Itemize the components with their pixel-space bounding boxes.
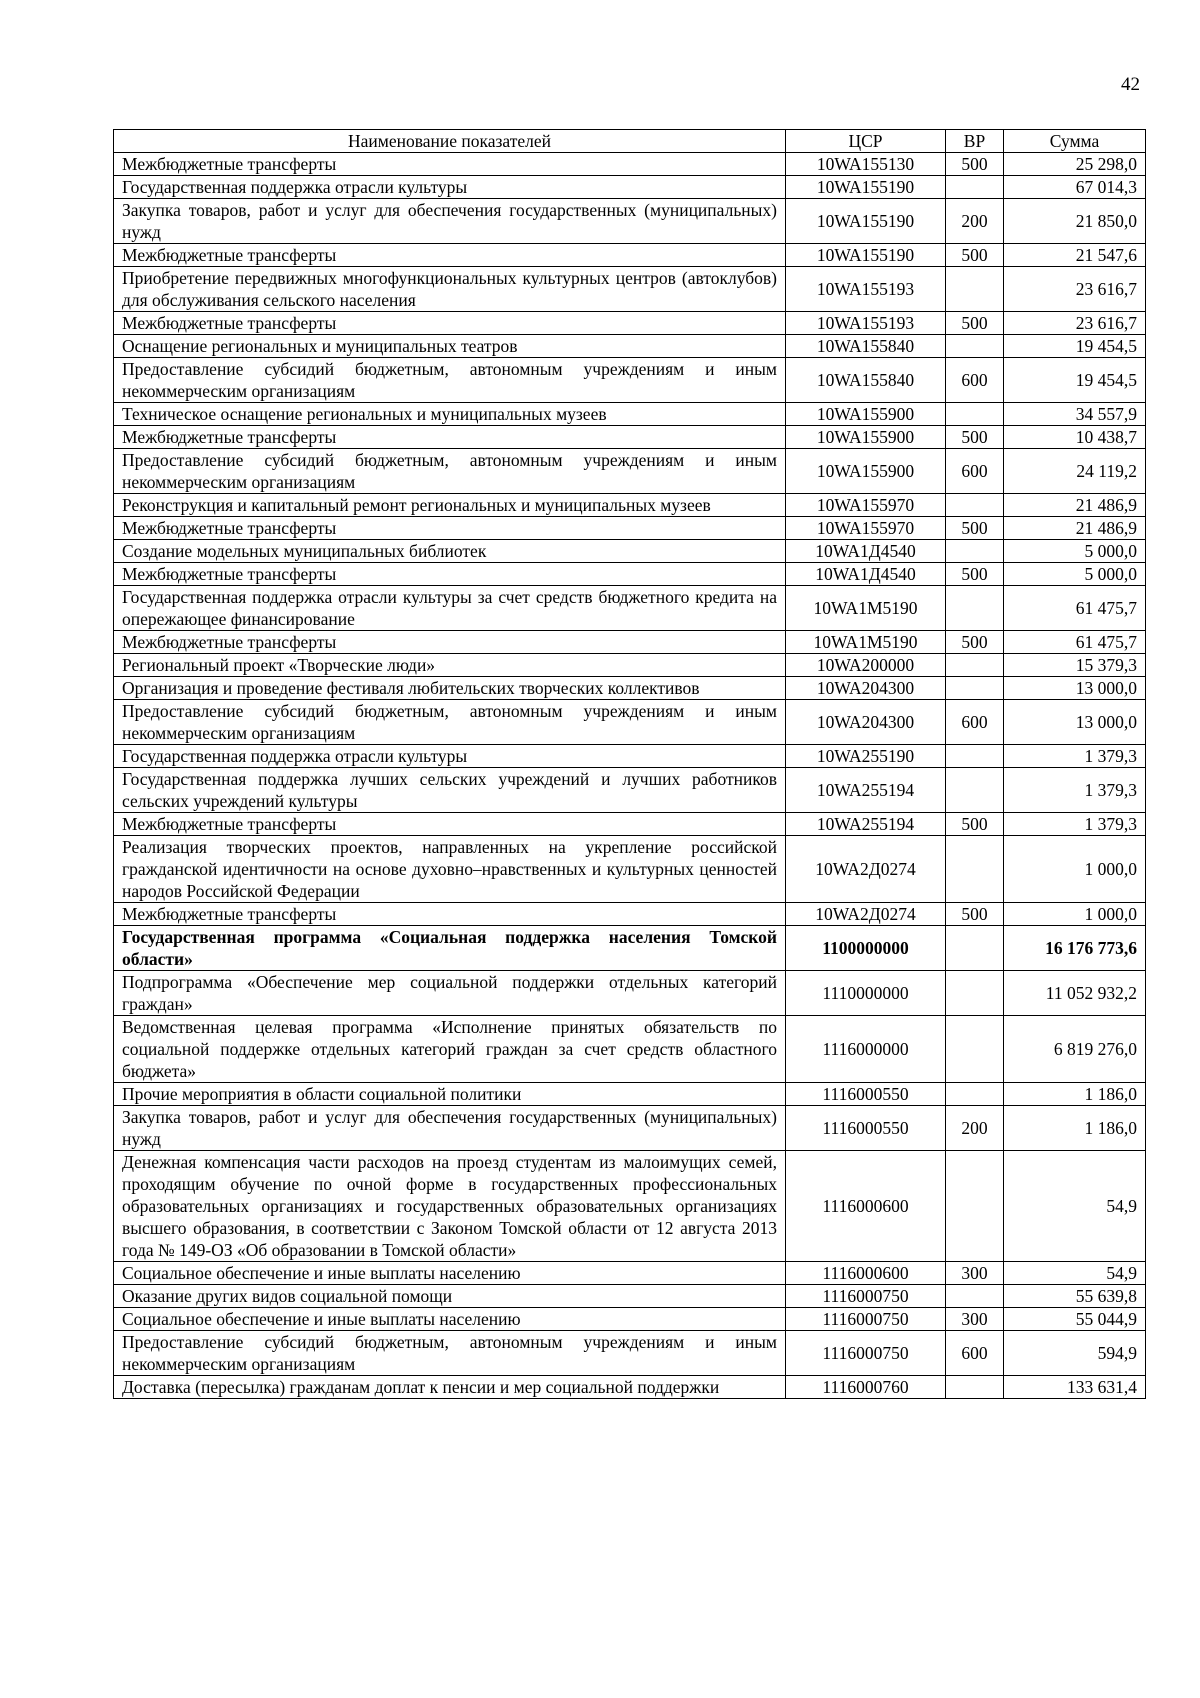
header-csr: ЦСР — [786, 130, 946, 153]
cell-name: Межбюджетные трансферты — [114, 426, 786, 449]
table-row — [114, 267, 1146, 312]
cell-vr: 500 — [946, 631, 1004, 654]
cell-sum: 594,9 — [1004, 1331, 1146, 1376]
cell-csr: 10WA2Д0274 — [786, 903, 946, 926]
cell-csr: 10WA155193 — [786, 267, 946, 312]
cell-name: Прочие мероприятия в области социальной политики — [114, 1083, 786, 1106]
table-row — [114, 358, 1146, 403]
cell-name: Предоставление субсидий бюджетным, автономным учреждениям и иным некоммерческим организациям — [114, 358, 786, 403]
cell-name: Закупка товаров, работ и услуг для обеспечения государственных (муниципальных) нужд — [114, 1106, 786, 1151]
cell-name: Денежная компенсация части расходов на проезд студентам из малоимущих семей, проходящим обучение по очной форме в государственных профессиональных образовательных организациях и государственных образовательных организациях высшего образования, в соответствии с Законом Томской области от 12 августа 2013 года № 149-ОЗ «Об образовании в Томской области» — [114, 1151, 786, 1262]
table-row — [114, 312, 1146, 335]
cell-sum: 34 557,9 — [1004, 403, 1146, 426]
table-row — [114, 494, 1146, 517]
table-row — [114, 1151, 1146, 1262]
cell-name: Государственная поддержка отрасли культуры за счет средств бюджетного кредита на опережающее финансирование — [114, 586, 786, 631]
cell-sum: 1 000,0 — [1004, 836, 1146, 903]
cell-csr: 10WA204300 — [786, 677, 946, 700]
cell-csr: 10WA200000 — [786, 654, 946, 677]
cell-csr: 10WA255194 — [786, 768, 946, 813]
cell-name: Межбюджетные трансферты — [114, 517, 786, 540]
table-row — [114, 677, 1146, 700]
table-row — [114, 1376, 1146, 1399]
cell-name: Социальное обеспечение и иные выплаты населению — [114, 1262, 786, 1285]
cell-name: Подпрограмма «Обеспечение мер социальной поддержки отдельных категорий граждан» — [114, 971, 786, 1016]
cell-sum: 1 379,3 — [1004, 768, 1146, 813]
cell-vr — [946, 677, 1004, 700]
table-row — [114, 403, 1146, 426]
cell-name: Приобретение передвижных многофункциональных культурных центров (автоклубов) для обслуживания сельского населения — [114, 267, 786, 312]
cell-csr: 1110000000 — [786, 971, 946, 1016]
cell-sum: 55 639,8 — [1004, 1285, 1146, 1308]
cell-sum: 1 186,0 — [1004, 1106, 1146, 1151]
cell-name: Ведомственная целевая программа «Исполнение принятых обязательств по социальной поддержке отдельных категорий граждан за счет средств областного бюджета» — [114, 1016, 786, 1083]
cell-vr — [946, 494, 1004, 517]
cell-csr: 10WA255194 — [786, 813, 946, 836]
table-header-row — [114, 130, 1146, 153]
cell-vr — [946, 768, 1004, 813]
cell-vr — [946, 1285, 1004, 1308]
cell-name: Государственная поддержка отрасли культуры — [114, 745, 786, 768]
table-row — [114, 1308, 1146, 1331]
cell-vr — [946, 176, 1004, 199]
table-row — [114, 244, 1146, 267]
cell-vr — [946, 1016, 1004, 1083]
cell-vr — [946, 1151, 1004, 1262]
cell-vr — [946, 335, 1004, 358]
table-row — [114, 700, 1146, 745]
cell-csr: 10WA155970 — [786, 517, 946, 540]
cell-name: Межбюджетные трансферты — [114, 312, 786, 335]
cell-sum: 13 000,0 — [1004, 700, 1146, 745]
cell-vr: 500 — [946, 813, 1004, 836]
cell-vr: 500 — [946, 517, 1004, 540]
cell-name: Оказание других видов социальной помощи — [114, 1285, 786, 1308]
table-row — [114, 449, 1146, 494]
cell-csr: 10WA1M5190 — [786, 586, 946, 631]
cell-sum: 1 186,0 — [1004, 1083, 1146, 1106]
cell-sum: 54,9 — [1004, 1262, 1146, 1285]
cell-name: Предоставление субсидий бюджетным, автономным учреждениям и иным некоммерческим организациям — [114, 1331, 786, 1376]
table-row — [114, 540, 1146, 563]
cell-csr: 10WA1Д4540 — [786, 540, 946, 563]
budget-table — [113, 129, 1146, 1399]
cell-sum: 23 616,7 — [1004, 267, 1146, 312]
cell-vr: 600 — [946, 1331, 1004, 1376]
cell-name: Реализация творческих проектов, направленных на укрепление российской гражданской идентичности на основе духовно–нравственных и культурных ценностей народов Российской Федерации — [114, 836, 786, 903]
table-body — [114, 153, 1146, 1399]
page-number: 42 — [1121, 74, 1140, 95]
cell-csr: 10WA155900 — [786, 449, 946, 494]
table-row — [114, 903, 1146, 926]
cell-name: Организация и проведение фестиваля любительских творческих коллективов — [114, 677, 786, 700]
cell-csr: 10WA155190 — [786, 199, 946, 244]
table-row — [114, 1285, 1146, 1308]
cell-vr — [946, 1083, 1004, 1106]
cell-name: Создание модельных муниципальных библиотек — [114, 540, 786, 563]
cell-csr: 10WA1Д4540 — [786, 563, 946, 586]
cell-csr: 10WA155970 — [786, 494, 946, 517]
cell-vr: 600 — [946, 700, 1004, 745]
cell-vr: 500 — [946, 153, 1004, 176]
cell-csr: 1100000000 — [786, 926, 946, 971]
cell-sum: 21 486,9 — [1004, 494, 1146, 517]
cell-vr — [946, 971, 1004, 1016]
cell-vr — [946, 836, 1004, 903]
cell-vr — [946, 1376, 1004, 1399]
cell-sum: 21 486,9 — [1004, 517, 1146, 540]
cell-sum: 5 000,0 — [1004, 563, 1146, 586]
cell-name: Межбюджетные трансферты — [114, 563, 786, 586]
cell-csr: 10WA155900 — [786, 426, 946, 449]
table-row — [114, 631, 1146, 654]
cell-name: Предоставление субсидий бюджетным, автономным учреждениям и иным некоммерческим организациям — [114, 700, 786, 745]
header-sum: Сумма — [1004, 130, 1146, 153]
cell-csr: 10WA255190 — [786, 745, 946, 768]
cell-csr: 10WA155190 — [786, 176, 946, 199]
cell-vr — [946, 586, 1004, 631]
cell-vr — [946, 926, 1004, 971]
table-row — [114, 586, 1146, 631]
cell-csr: 10WA155900 — [786, 403, 946, 426]
cell-sum: 23 616,7 — [1004, 312, 1146, 335]
cell-sum: 61 475,7 — [1004, 631, 1146, 654]
cell-sum: 24 119,2 — [1004, 449, 1146, 494]
table-row — [114, 1262, 1146, 1285]
table-row — [114, 768, 1146, 813]
table-row — [114, 836, 1146, 903]
table-row — [114, 813, 1146, 836]
cell-csr: 10WA155840 — [786, 358, 946, 403]
cell-csr: 1116000750 — [786, 1331, 946, 1376]
cell-name: Социальное обеспечение и иные выплаты населению — [114, 1308, 786, 1331]
cell-vr: 500 — [946, 244, 1004, 267]
cell-sum: 1 000,0 — [1004, 903, 1146, 926]
cell-name: Межбюджетные трансферты — [114, 631, 786, 654]
cell-name: Межбюджетные трансферты — [114, 813, 786, 836]
cell-name: Государственная поддержка отрасли культуры — [114, 176, 786, 199]
cell-csr: 10WA155190 — [786, 244, 946, 267]
cell-sum: 67 014,3 — [1004, 176, 1146, 199]
table-row — [114, 1331, 1146, 1376]
cell-csr: 1116000750 — [786, 1285, 946, 1308]
cell-name: Государственная программа «Социальная поддержка населения Томской области» — [114, 926, 786, 971]
cell-sum: 15 379,3 — [1004, 654, 1146, 677]
cell-sum: 21 547,6 — [1004, 244, 1146, 267]
cell-vr: 500 — [946, 426, 1004, 449]
cell-vr — [946, 654, 1004, 677]
cell-sum: 21 850,0 — [1004, 199, 1146, 244]
header-name: Наименование показателей — [114, 130, 786, 153]
cell-name: Межбюджетные трансферты — [114, 903, 786, 926]
cell-vr: 500 — [946, 903, 1004, 926]
cell-csr: 1116000760 — [786, 1376, 946, 1399]
cell-csr: 10WA1M5190 — [786, 631, 946, 654]
cell-sum: 61 475,7 — [1004, 586, 1146, 631]
cell-name: Реконструкция и капитальный ремонт региональных и муниципальных музеев — [114, 494, 786, 517]
cell-csr: 10WA2Д0274 — [786, 836, 946, 903]
cell-name: Государственная поддержка лучших сельских учреждений и лучших работников сельских учреждений культуры — [114, 768, 786, 813]
cell-vr: 500 — [946, 312, 1004, 335]
cell-sum: 25 298,0 — [1004, 153, 1146, 176]
cell-vr: 200 — [946, 199, 1004, 244]
cell-csr: 1116000600 — [786, 1262, 946, 1285]
cell-name: Оснащение региональных и муниципальных театров — [114, 335, 786, 358]
cell-vr: 600 — [946, 449, 1004, 494]
table-row — [114, 335, 1146, 358]
cell-csr: 10WA155840 — [786, 335, 946, 358]
table-row — [114, 176, 1146, 199]
cell-vr — [946, 540, 1004, 563]
table-row — [114, 654, 1146, 677]
cell-sum: 10 438,7 — [1004, 426, 1146, 449]
cell-name: Межбюджетные трансферты — [114, 244, 786, 267]
cell-csr: 1116000750 — [786, 1308, 946, 1331]
cell-sum: 16 176 773,6 — [1004, 926, 1146, 971]
cell-sum: 1 379,3 — [1004, 813, 1146, 836]
cell-csr: 10WA204300 — [786, 700, 946, 745]
cell-sum: 1 379,3 — [1004, 745, 1146, 768]
cell-sum: 19 454,5 — [1004, 335, 1146, 358]
cell-name: Межбюджетные трансферты — [114, 153, 786, 176]
cell-csr: 1116000600 — [786, 1151, 946, 1262]
cell-csr: 10WA155130 — [786, 153, 946, 176]
cell-sum: 54,9 — [1004, 1151, 1146, 1262]
table-row — [114, 153, 1146, 176]
table-row — [114, 971, 1146, 1016]
table-row — [114, 926, 1146, 971]
cell-sum: 13 000,0 — [1004, 677, 1146, 700]
table-row — [114, 563, 1146, 586]
cell-sum: 133 631,4 — [1004, 1376, 1146, 1399]
cell-csr: 10WA155193 — [786, 312, 946, 335]
table-row — [114, 426, 1146, 449]
cell-sum: 6 819 276,0 — [1004, 1016, 1146, 1083]
cell-sum: 5 000,0 — [1004, 540, 1146, 563]
cell-vr: 600 — [946, 358, 1004, 403]
cell-csr: 1116000550 — [786, 1083, 946, 1106]
table-row — [114, 1083, 1146, 1106]
cell-sum: 55 044,9 — [1004, 1308, 1146, 1331]
table-row — [114, 1106, 1146, 1151]
cell-vr: 300 — [946, 1262, 1004, 1285]
cell-csr: 1116000000 — [786, 1016, 946, 1083]
cell-sum: 19 454,5 — [1004, 358, 1146, 403]
cell-name: Доставка (пересылка) гражданам доплат к пенсии и мер социальной поддержки — [114, 1376, 786, 1399]
table-row — [114, 745, 1146, 768]
cell-name: Техническое оснащение региональных и муниципальных музеев — [114, 403, 786, 426]
cell-name: Предоставление субсидий бюджетным, автономным учреждениям и иным некоммерческим организациям — [114, 449, 786, 494]
cell-name: Региональный проект «Творческие люди» — [114, 654, 786, 677]
cell-sum: 11 052 932,2 — [1004, 971, 1146, 1016]
cell-vr — [946, 267, 1004, 312]
cell-vr — [946, 403, 1004, 426]
cell-vr: 300 — [946, 1308, 1004, 1331]
cell-name: Закупка товаров, работ и услуг для обеспечения государственных (муниципальных) нужд — [114, 199, 786, 244]
header-vr: ВР — [946, 130, 1004, 153]
cell-vr: 500 — [946, 563, 1004, 586]
cell-vr: 200 — [946, 1106, 1004, 1151]
cell-csr: 1116000550 — [786, 1106, 946, 1151]
table-row — [114, 517, 1146, 540]
cell-vr — [946, 745, 1004, 768]
table-row — [114, 1016, 1146, 1083]
table-row — [114, 199, 1146, 244]
